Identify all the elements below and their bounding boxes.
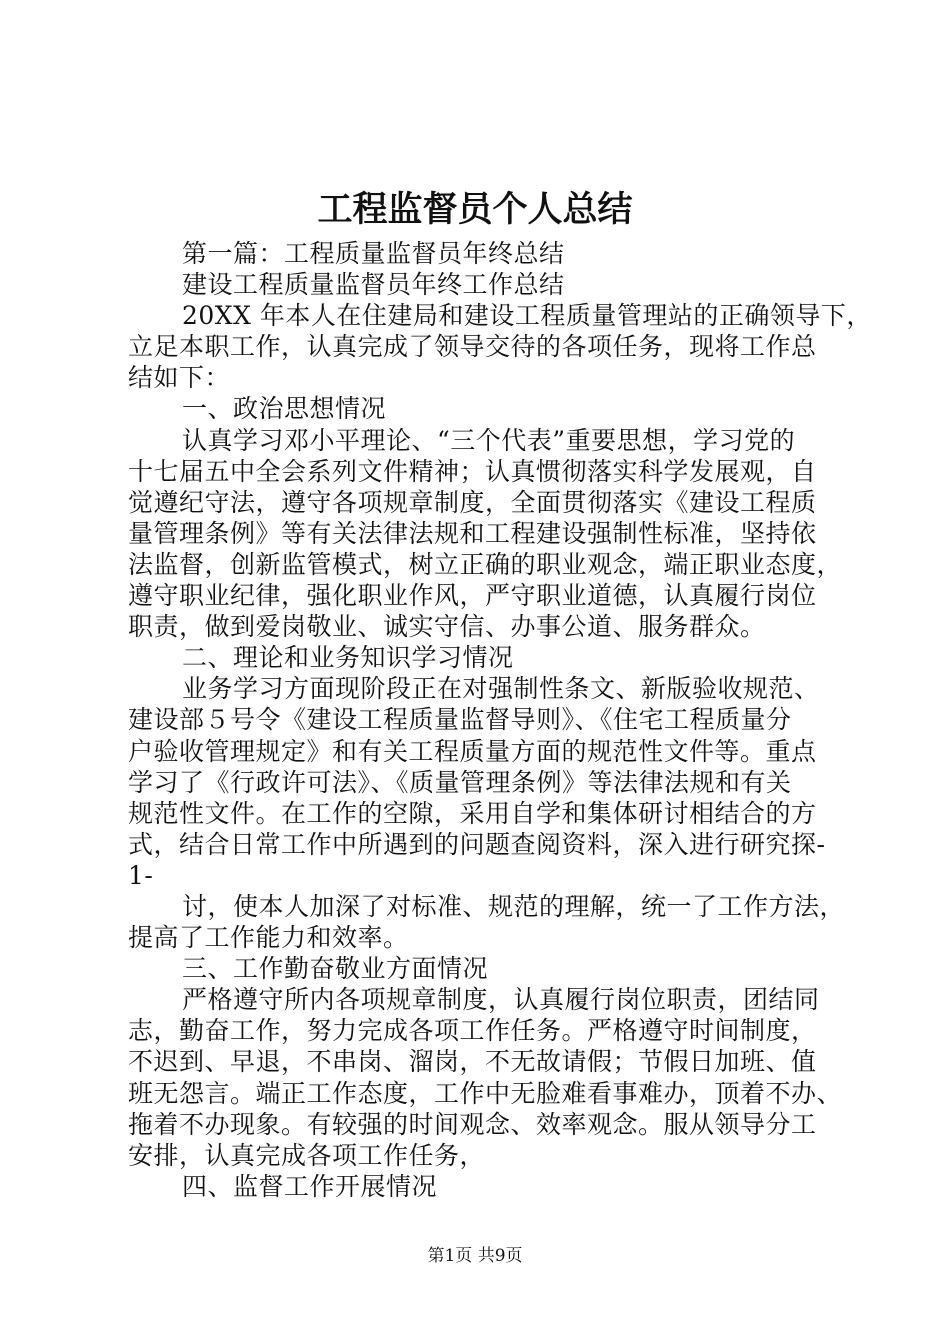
text-line: 拖着不办现象。有较强的时间观念、效率观念。服从领导分工 (128, 1109, 817, 1139)
text-line: 式，结合日常工作中所遇到的问题查阅资料，深入进行研究探- (128, 829, 826, 859)
text-line: 志，勤奋工作，努力完成各项工作任务。严格遵守时间制度， (128, 1016, 817, 1046)
text-line: 结如下： (128, 363, 231, 393)
text-line: 觉遵纪守法，遵守各项规章制度，全面贯彻落实《建设工程质 (128, 487, 817, 517)
text-line: 量管理条例》等有关法律法规和工程建设强制性标准，坚持依 (128, 518, 817, 548)
page-footer: 第1页 共9页 (427, 1246, 523, 1266)
text-line: 四、监督工作开展情况 (182, 1171, 438, 1201)
text-line: 班无怨言。端正工作态度，工作中无脸难看事难办，顶着不办、 (128, 1078, 843, 1108)
text-line: 建设部５号令《建设工程质量监督导则》、《住宅工程质量分 (128, 705, 792, 735)
text-line: 提高了工作能力和效率。 (128, 923, 409, 953)
text-line: 认真学习邓小平理论、“三个代表”重要思想，学习党的 (182, 425, 796, 455)
text-line: 业务学习方面现阶段正在对强制性条文、新版验收规范、 (182, 674, 820, 704)
text-line: 一、政治思想情况 (182, 394, 387, 424)
page-title: 工程监督员个人总结 (317, 190, 633, 230)
text-line: 三、工作勤奋敬业方面情况 (182, 954, 489, 984)
text-line: 户验收管理规定》和有关工程质量方面的规范性文件等。重点 (128, 736, 817, 766)
text-line: 1- (128, 860, 154, 890)
text-line: 不迟到、早退，不串岗、溜岗，不无故请假；节假日加班、值 (128, 1047, 817, 1077)
text-line: 讨，使本人加深了对标准、规范的理解，统一了工作方法， (182, 891, 846, 921)
text-line: 建设工程质量监督员年终工作总结 (182, 270, 565, 300)
text-line: 严格遵守所内各项规章制度，认真履行岗位职责，团结同 (182, 985, 820, 1015)
text-line: 学习了《行政许可法》、《质量管理条例》等法律法规和有关 (128, 767, 792, 797)
text-line: 立足本职工作，认真完成了领导交待的各项任务，现将工作总 (128, 332, 817, 362)
document-body (128, 238, 872, 1202)
text-line: 职责，做到爱岗敬业、诚实守信、办事公道、服务群众。 (128, 612, 766, 642)
text-line: 第一篇：工程质量监督员年终总结 (182, 239, 565, 268)
text-line: 规范性文件。在工作的空隙，采用自学和集体研讨相结合的方 (128, 798, 817, 828)
text-line: 遵守职业纪律，强化职业作风，严守职业道德，认真履行岗位 (128, 581, 817, 611)
text-line: 安排，认真完成各项工作任务， (128, 1140, 486, 1170)
text-line: 二、理论和业务知识学习情况 (182, 643, 514, 673)
text-line: 法监督，创新监管模式，树立正确的职业观念，端正职业态度， (128, 549, 843, 579)
text-line: 20XX 年本人在住建局和建设工程质量管理站的正确领导下， (182, 301, 872, 331)
text-line: 十七届五中全会系列文件精神；认真惯彻落实科学发展观，自 (128, 456, 817, 486)
